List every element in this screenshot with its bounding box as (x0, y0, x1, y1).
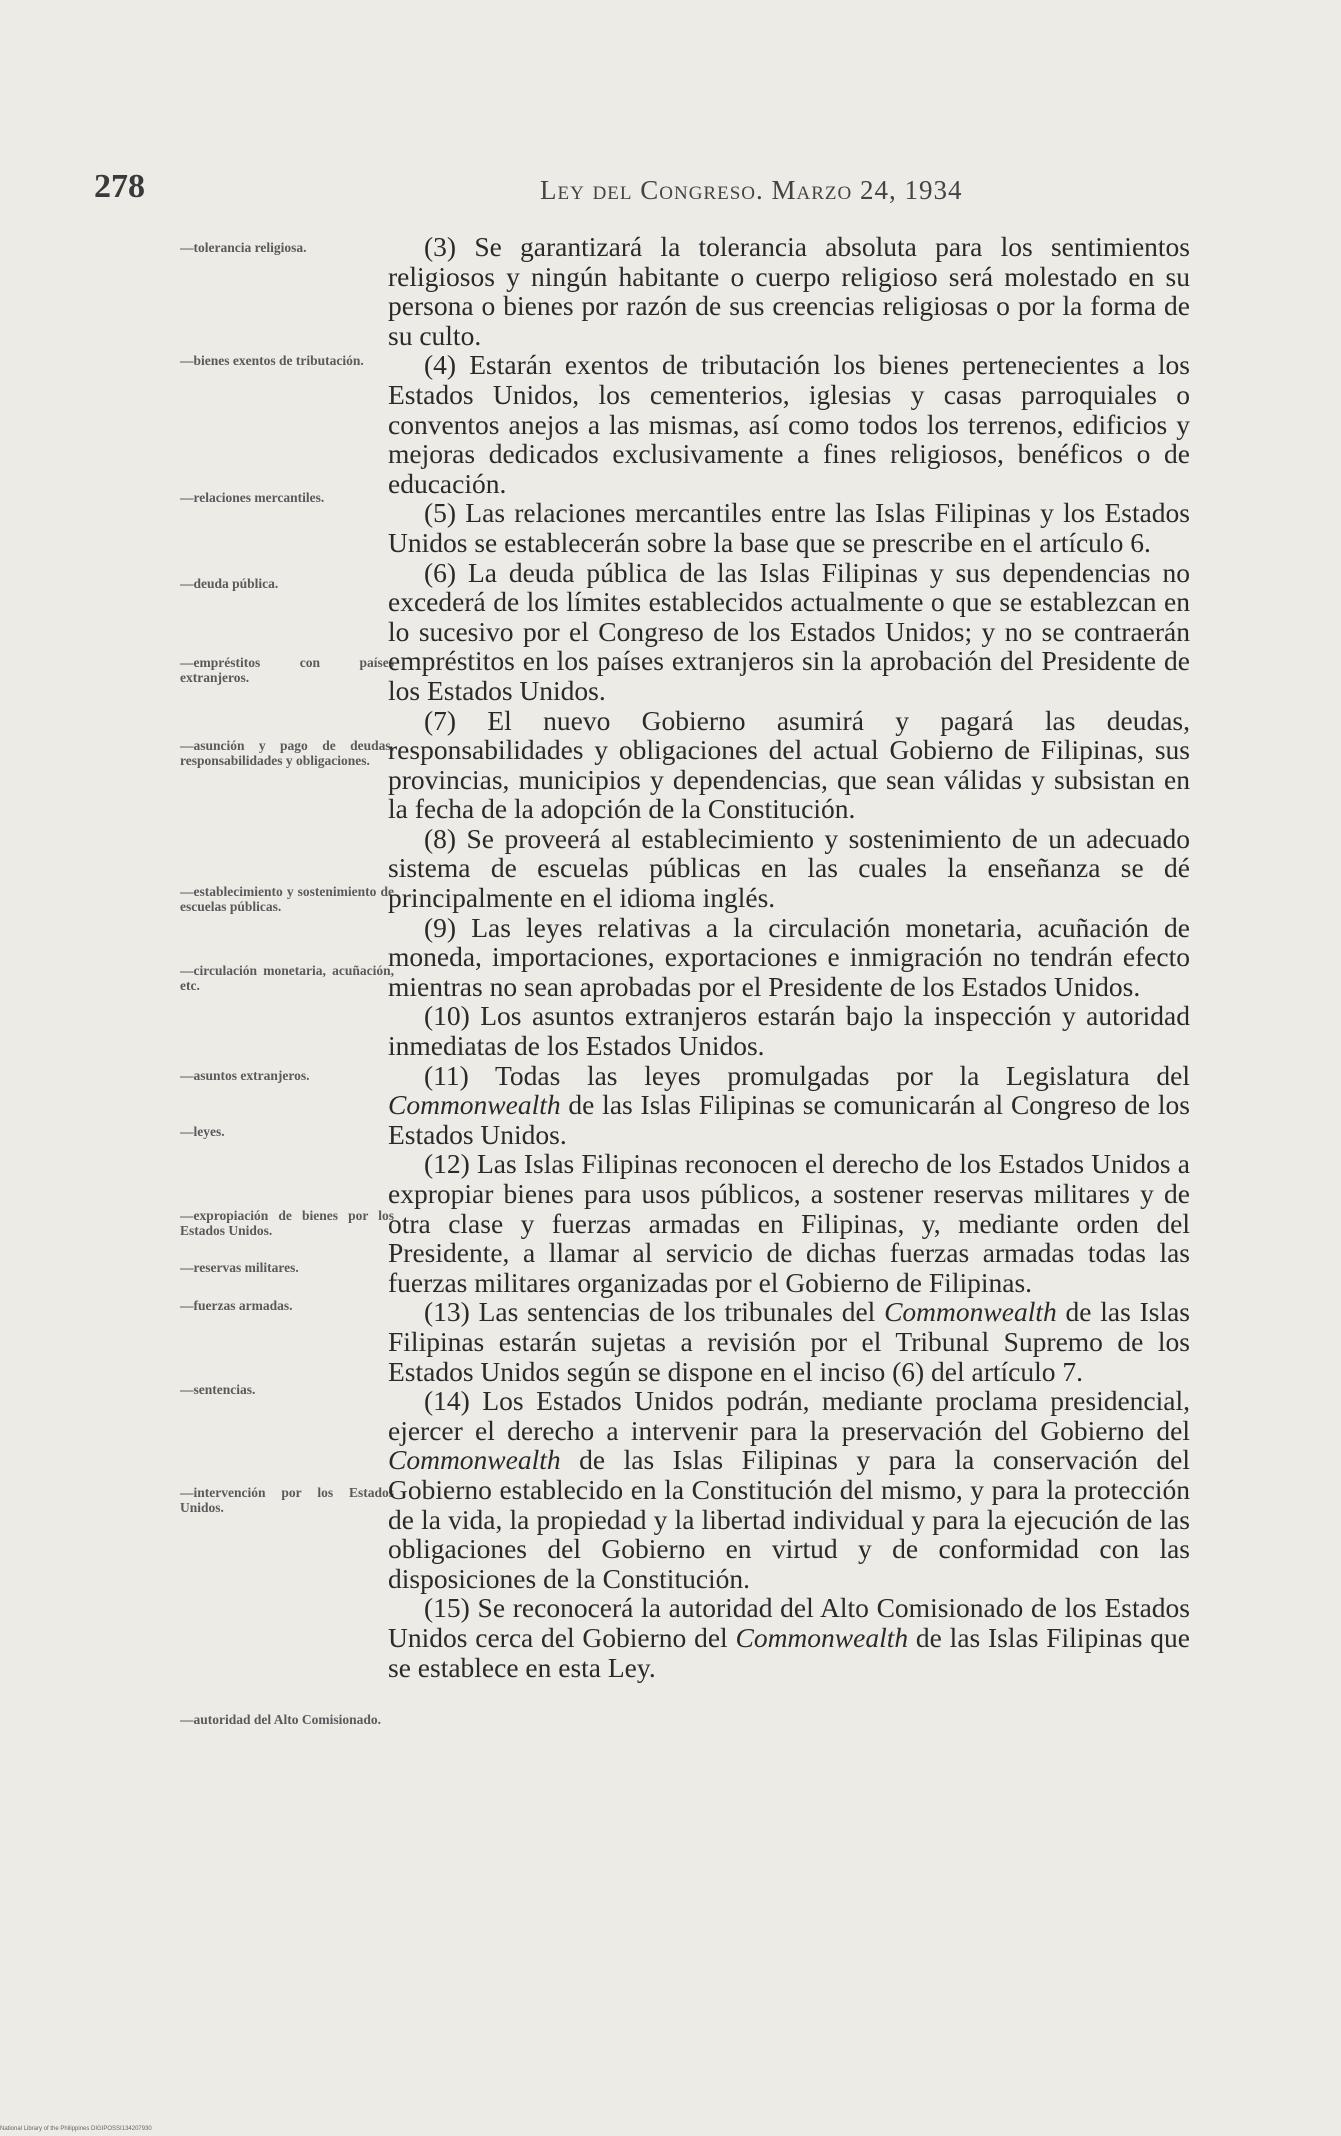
paragraph-15-text-a: (15) Se reconocerá la autoridad del Alto Comisionado de los Estados Unidos cerca del Gobierno del (388, 1592, 1190, 1653)
paragraph-14 (388, 1386, 1190, 1593)
paragraph-7: (7) El nuevo Gobierno asumirá y pagará las deudas, responsabilidades y obligaciones del actual Gobierno de Filipinas, sus provincias, municipios y dependencias, que sean válidas y subsistan en la fecha de la adopción de la Constitución. (388, 704, 1190, 825)
paragraph-3: (3) Se garantizará la tolerancia absoluta para los sentimientos religiosos y ningún habitante o cuerpo religioso será molestado en su persona o bienes por razón de sus creencias religiosas o por la forma de su culto. (388, 231, 1190, 351)
paragraph-14-text-a: (14) Los Estados Unidos podrán, mediante proclama presidencial, ejercer el derecho a intervenir para la preservación del Gobierno del (388, 1385, 1190, 1446)
paragraph-14-emphasis: Commonwealth (388, 1444, 561, 1476)
paragraph-13-text-b: de las Islas Filipinas estarán sujetas a revisión por el Tribunal Supremo de los Estados Unidos según se dispone en el inciso (6) del artículo 7. (388, 1296, 1190, 1387)
margin-note-reservas-militares: —reservas militares. (180, 1260, 299, 1275)
page-number: 278 (94, 168, 145, 205)
paragraph-9: (9) Las leyes relativas a la circulación monetaria, acuñación de moneda, importaciones, exportaciones e inmigración no tendrán efecto mientras no sean aprobadas por el Presidente de los Estados Unidos. (388, 911, 1190, 1002)
paragraph-13-emphasis: Commonwealth (884, 1296, 1057, 1328)
paragraph-10: (10) Los asuntos extranjeros estarán bajo la inspección y autoridad inmediatas de los Estados Unidos. (388, 1000, 1190, 1062)
margin-note-sentencias: —sentencias. (180, 1382, 256, 1397)
paragraph-13-text-a: (13) Las sentencias de los tribunales del (424, 1296, 885, 1328)
paragraph-5: (5) Las relaciones mercantiles entre las Islas Filipinas y los Estados Unidos se establecerán sobre la base que se prescribe en el artículo 6. (388, 497, 1190, 558)
margin-note-circulacion-monetaria: —circulación monetaria, acuñación, etc. (180, 963, 394, 993)
margin-note-intervencion: —intervención por los Estados Unidos. (180, 1485, 394, 1515)
scan-footer: National Library of the Philippines DIGIPOSSI134207930 (0, 2126, 152, 2132)
running-head: Ley del Congreso. Marzo 24, 1934 (540, 175, 963, 205)
margin-note-asuncion-deudas: —asunción y pago de deudas, responsabilidades y obligaciones. (180, 738, 394, 768)
margin-note-tolerancia: —tolerancia religiosa. (180, 240, 307, 255)
margin-note-emprestitos: —empréstitos con países extranjeros. (180, 655, 394, 685)
margin-note-escuelas: —establecimiento y sostenimiento de escuelas públicas. (180, 884, 394, 914)
main-text (388, 232, 1190, 1682)
paragraph-11-text-a: (11) Todas las leyes promulgadas por la Legislatura del (424, 1059, 1190, 1091)
margin-note-expropiacion: —expropiación de bienes por los Estados Unidos. (180, 1208, 394, 1238)
paragraph-8: (8) Se proveerá al establecimiento y sostenimiento de un adecuado sistema de escuelas públicas en las cuales la enseñanza se dé principalmente en el idioma inglés. (388, 822, 1190, 914)
paragraph-14-text-b: de las Islas Filipinas y para la conservación del Gobierno establecido en la Constitución del mismo, y para la protección de la vida, la propiedad y la libertad individual y para la ejecución de las obligaciones del Gobierno en virtud y de conformidad con las disposiciones de la Constitución. (388, 1444, 1190, 1594)
paragraph-15-text-b: de las Islas Filipinas que se establece en esta Ley. (388, 1621, 1190, 1683)
margin-note-relaciones-mercantiles: —relaciones mercantiles. (180, 490, 325, 505)
margin-note-fuerzas-armadas: —fuerzas armadas. (180, 1298, 293, 1313)
paragraph-12: (12) Las Islas Filipinas reconocen el derecho de los Estados Unidos a expropiar bienes para usos públicos, a sostener reservas militares y de otra clase y fuerzas armadas en Filipinas, y, mediante orden del Presidente, a llamar al servicio de dichas fuerzas armadas todas las fuerzas militares organizadas por el Gobierno de Filipinas. (388, 1148, 1190, 1298)
paragraph-15 (388, 1593, 1190, 1682)
paragraph-13 (388, 1297, 1190, 1386)
margin-note-bienes-exentos: —bienes exentos de tributación. (180, 353, 364, 368)
paragraph-4: (4) Estarán exentos de tributación los bienes pertenecientes a los Estados Unidos, los cementerios, iglesias y casas parroquiales o conventos anejos a las mismas, así como todos los terrenos, edificios y mejoras dedicados exclusivamente a fines religiosos, benéficos o de educación. (388, 349, 1190, 499)
paragraph-15-emphasis: Commonwealth (735, 1621, 909, 1653)
margin-note-deuda-publica: —deuda pública. (180, 576, 279, 591)
paragraph-11 (388, 1061, 1190, 1150)
paragraph-6: (6) La deuda pública de las Islas Filipinas y sus dependencias no excederá de los límites establecidos actualmente o que se establezcan en lo sucesivo por el Congreso de los Estados Unidos; y no se contraerán empréstitos en los países extranjeros sin la aprobación del Presidente de los Estados Unidos. (388, 556, 1190, 706)
margin-note-leyes: —leyes. (180, 1124, 225, 1139)
paragraph-11-text-b: de las Islas Filipinas se comunicarán al Congreso de los Estados Unidos. (388, 1089, 1190, 1150)
margin-note-asuntos-extranjeros: —asuntos extranjeros. (180, 1068, 310, 1083)
margin-note-autoridad: —autoridad del Alto Comisionado. (180, 1712, 382, 1727)
paragraph-11-emphasis: Commonwealth (388, 1089, 561, 1121)
